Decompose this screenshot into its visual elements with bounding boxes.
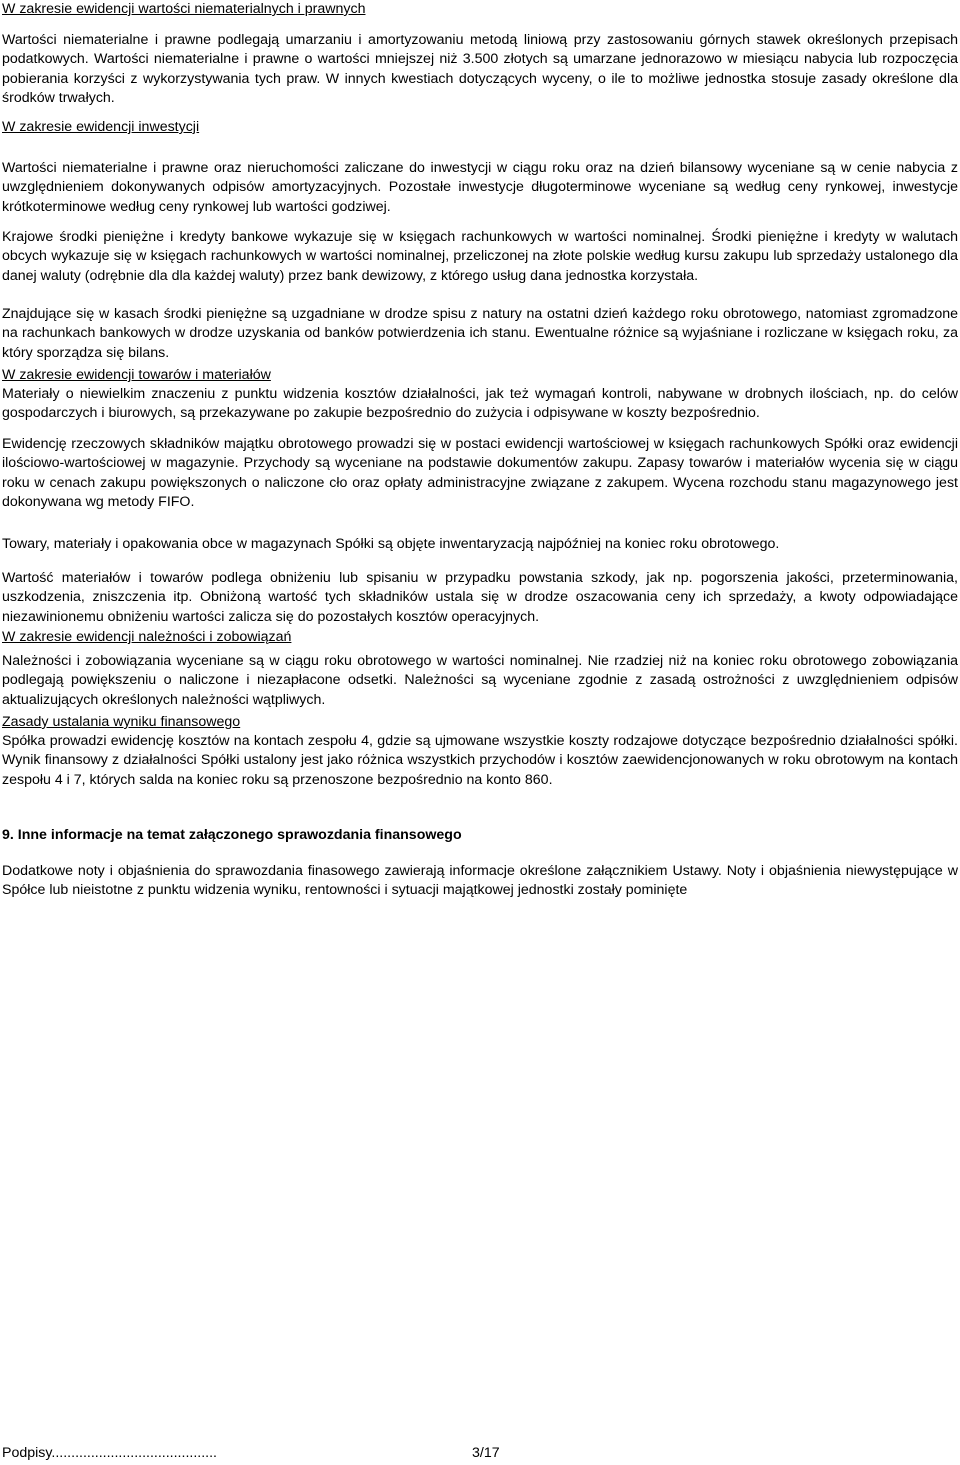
investments-heading: W zakresie ewidencji inwestycji	[2, 119, 200, 135]
intangibles-paragraph: Wartości niematerialne i prawne podlegają umarzaniu i amortyzowaniu metodą liniową przy zastosowaniu górnych stawek określonych przepisach podatkowych. Wartości niematerialne i prawne o wartości mniejszej niż 3.500 złotych są umarzane jednorazowo w miesiącu nabycia lub rozpoczęcia pobierania korzyści z wykorzystywania tych praw. W innych kwestiach dotyczących wyceny, o ile to możliwe jednostka stosuje zasady określone dla środków trwałych.	[2, 32, 958, 107]
page-number: 3/17	[472, 1445, 500, 1461]
other-info-heading: 9. Inne informacje na temat załączonego sprawozdania finansowego	[2, 827, 462, 843]
goods-paragraph-1: Materiały o niewielkim znaczeniu z punktu widzenia kosztów działalności, jak też wymagań kontroli, nabywane w drobnych ilościach, np. do celów gospodarczych i biurowych, są przekazywane po zakupie bezpośrednio do zużycia i odpisywane w koszty bezpośrednio.	[2, 386, 958, 422]
goods-paragraph-3: Towary, materiały i opakowania obce w magazynach Spółki są objęte inwentaryzacją najpóźniej na koniec roku obrotowego.	[2, 536, 780, 552]
result-paragraph: Spółka prowadzi ewidencję kosztów na kontach zespołu 4, gdzie są ujmowane wszystkie koszty rodzajowe dotyczące bezpośrednio działalności spółki. Wynik finansowy z działalności Spółki ustalony jest jako różnica wszystkich przychodów i kosztów zaewidencjonowanych w roku obrotowym na kontach zespołu 4 i 7, których salda na koniec roku są przenoszone bezpośrednio na konto 860.	[2, 733, 958, 788]
receivables-paragraph: Należności i zobowiązania wyceniane są w ciągu roku obrotowego w wartości nominalnej. Nie rzadziej niż na koniec roku obrotowego zobowiązania podlegają powiększeniu o naliczone i niezapłacone odsetki. Należności są wyceniane zgodnie z zasadą ostrożności z uwzględnieniem odpisów aktualizujących określonych należności wątpliwych.	[2, 653, 958, 708]
receivables-heading: W zakresie ewidencji należności i zobowiązań	[2, 629, 292, 645]
investments-paragraph: Wartości niematerialne i prawne oraz nieruchomości zaliczane do inwestycji w ciągu roku oraz na dzień bilansowy wyceniane są w cenie nabycia z uwzględnieniem dokonywanych odpisów amortyzacyjnych. Pozostałe inwestycje długoterminowe wyceniane są według ceny rynkowej, inwestycje krótkoterminowe według ceny rynkowej lub wartości godziwej.	[2, 160, 958, 215]
cash-paragraph-1: Krajowe środki pieniężne i kredyty bankowe wykazuje się w księgach rachunkowych w wartości nominalnej. Środki pieniężne i kredyty w walutach obcych wykazuje się w księgach rachunkowych w wartości nominalnej, przeliczonej na złote polskie według kursu zakupu lub sprzedaży ustalonego dla danej waluty (odrębnie dla dla każdej waluty) przez bank dewizowy, z którego usług dana jednostka korzystała.	[2, 229, 958, 284]
cash-paragraph-2: Znajdujące się w kasach środki pieniężne są uzgadniane w drodze spisu z natury na ostatni dzień każdego roku obrotowego, natomiast zgromadzone na rachunkach bankowych w drodze uzyskania od banków potwierdzenia ich stanu. Ewentualne różnice są wyjaśniane i rozliczane w księgach roku, za który sporządza się bilans.	[2, 306, 958, 361]
intangibles-heading: W zakresie ewidencji wartości niematerialnych i prawnych	[2, 1, 366, 17]
signature-line: Podpisy..........................................	[2, 1445, 217, 1461]
other-info-paragraph: Dodatkowe noty i objaśnienia do sprawozdania finasowego zawierają informacje określone załącznikiem Ustawy. Noty i objaśnienia niewystępujące w Spółce lub nieistotne z punktu widzenia wyniku, rentowności i sytuacji majątkowej jednostki zostały pominięte	[2, 863, 958, 899]
page-footer	[2, 1444, 958, 1464]
goods-heading: W zakresie ewidencji towarów i materiałów	[2, 367, 271, 383]
goods-paragraph-4: Wartość materiałów i towarów podlega obniżeniu lub spisaniu w przypadku powstania szkody, jak np. pogorszenia jakości, przeterminowania, uszkodzenia, zniszczenia itp. Obniżoną wartość tych składników ustala się w drodze oszacowania ceny ich sprzedaży, a kwoty odpowiadające niezawinionemu obniżeniu wartości zalicza się do pozostałych kosztów operacyjnych.	[2, 570, 958, 625]
result-heading: Zasady ustalania wyniku finansowego	[2, 714, 241, 730]
goods-paragraph-2: Ewidencję rzeczowych składników majątku obrotowego prowadzi się w postaci ewidencji wartościowej w księgach rachunkowych Spółki oraz ewidencji ilościowo-wartościowej w magazynie. Przychody są wyceniane na podstawie dokumentów zakupu. Zapasy towarów i materiałów wycenia się w ciągu roku w cenach zakupu powiększonych o naliczone cło oraz opłaty administracyjne związane z zakupem. Wycena rozchodu stanu magazynowego jest dokonywana wg metody FIFO.	[2, 436, 958, 511]
